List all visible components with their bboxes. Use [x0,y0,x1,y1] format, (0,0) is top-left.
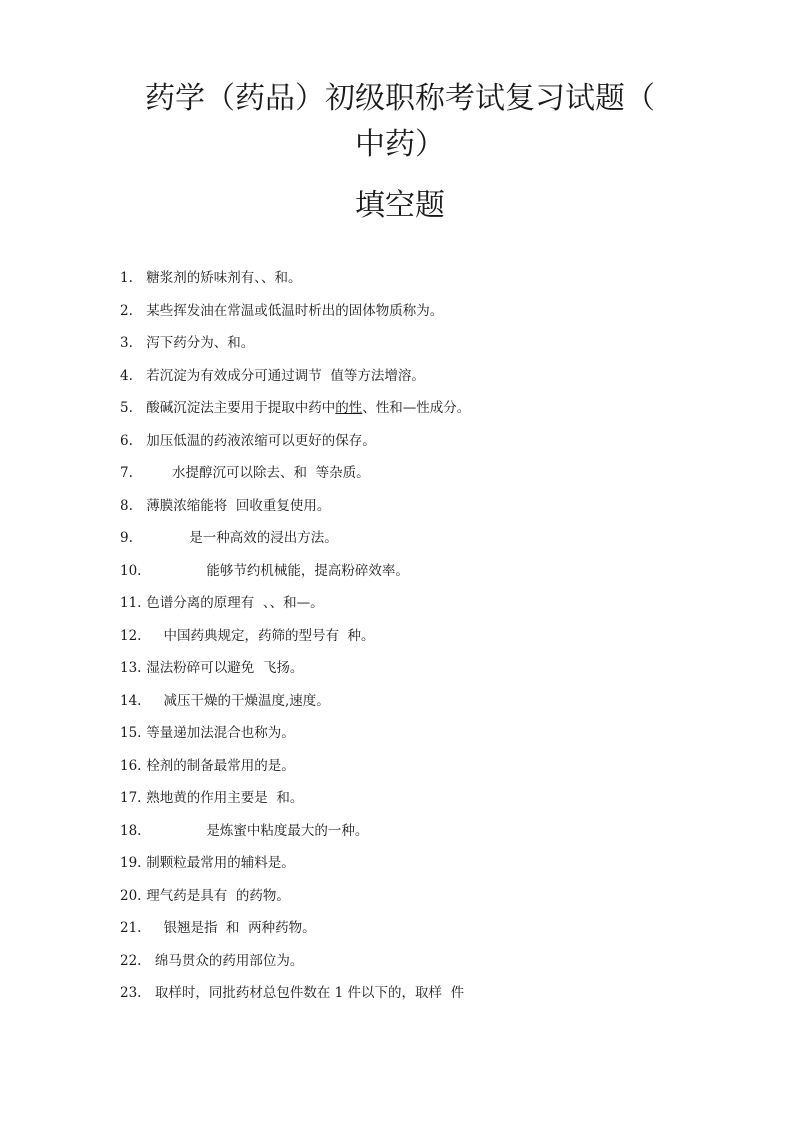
question-text: 熟地黄的作用主要是 和。 [146,790,304,806]
question-text: 取样时，同批药材总包件数在 1 件以下的，取样 件 [146,985,465,1001]
question-text: 绵马贯众的药用部位为。 [146,952,304,969]
question-text-post: 、性和—性成分。 [362,400,471,416]
question-item [120,880,740,913]
question-number: 17. [120,790,142,806]
question-item [120,815,740,848]
question-number: 6. [120,432,133,449]
question-number: 13. [120,660,142,676]
question-number: 23. [120,985,142,1001]
question-item [120,750,740,783]
question-text: 能够节约机械能，提高粉碎效率。 [146,562,409,579]
question-item [120,847,740,880]
question-text: 泻下药分为、和。 [146,335,255,351]
question-number: 18. [120,822,142,839]
question-item [120,782,740,815]
question-item [120,327,740,360]
question-item [120,912,740,945]
question-item [120,392,740,425]
question-item [120,685,740,718]
question-text: 加压低温的药液浓缩可以更好的保存。 [146,432,376,449]
question-number: 3. [120,335,133,351]
title-line-2: 中药） [355,127,445,162]
title-line-1: 药学（药品）初级职称考试复习试题（ [145,81,655,116]
question-item [120,977,740,1010]
question-number: 10. [120,562,142,579]
question-number: 7. [120,465,133,481]
question-text: 理气药是具有 的药物。 [146,887,290,904]
question-item [120,717,740,750]
question-text: 色谱分离的原理有 、、和—。 [146,595,324,611]
question-text: 水提醇沉可以除去、和 等杂质。 [146,465,370,481]
question-text: 某些挥发油在常温或低温时析出的固体物质称为。 [146,302,444,319]
question-number: 8. [120,497,133,514]
question-text-underlined: 的性 [335,400,363,416]
question-number: 16. [120,757,142,774]
question-number: 1. [120,270,133,286]
question-item [120,620,740,653]
question-text: 湿法粉碎可以避免 飞扬。 [146,660,304,676]
question-number: 22. [120,952,142,969]
question-number: 9. [120,530,133,546]
document-title [0,76,800,168]
question-item [120,652,740,685]
question-text: 栓剂的制备最常用的是。 [146,757,295,774]
question-item [120,262,740,295]
question-item [120,555,740,588]
question-text: 若沉淀为有效成分可通过调节 值等方法增溶。 [146,367,425,384]
question-text: 是炼蜜中粘度最大的一种。 [146,822,369,839]
question-item [120,457,740,490]
question-text: 是一种高效的浸出方法。 [146,530,338,546]
question-text: 糖浆剂的矫味剂有、、和。 [146,270,302,286]
question-text: 制颗粒最常用的辅料是。 [146,855,295,871]
question-item [120,587,740,620]
question-item [120,295,740,328]
question-number: 19. [120,855,142,871]
question-item [120,425,740,458]
question-number: 4. [120,367,133,384]
question-number: 11. [120,595,142,611]
question-number: 14. [120,692,142,709]
question-number: 5. [120,400,133,416]
question-item [120,490,740,523]
question-item [120,360,740,393]
question-text-pre: 酸碱沉淀法主要用于提取中药中 [146,400,336,416]
question-number: 20. [120,887,142,904]
section-heading: 填空题 [355,188,445,223]
question-list [120,262,740,1010]
question-number: 21. [120,920,142,936]
question-text: 等量递加法混合也称为。 [146,725,295,741]
question-text: 薄膜浓缩能将 回收重复使用。 [146,497,331,514]
question-number: 2. [120,302,133,319]
question-number: 12. [120,627,142,644]
question-text: 银翘是指 和 两种药物。 [146,920,316,936]
question-item [120,945,740,978]
question-item [120,522,740,555]
question-text: 减压干燥的干燥温度,速度。 [146,692,330,709]
question-text: 中国药典规定，药筛的型号有 种。 [146,627,375,644]
question-number: 15. [120,725,142,741]
